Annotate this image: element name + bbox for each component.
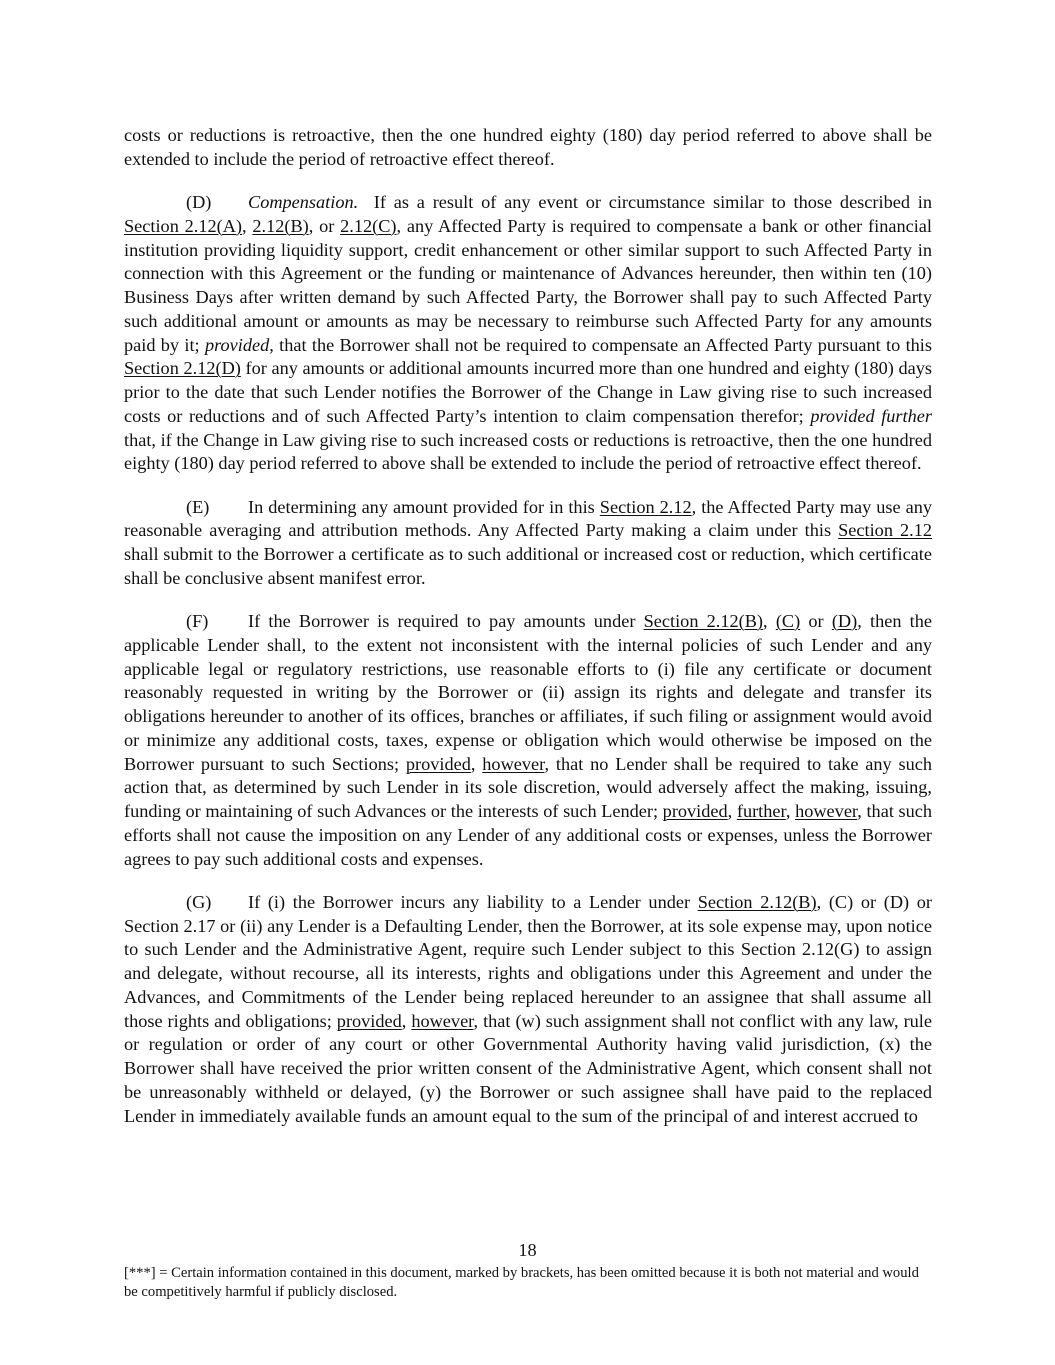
paragraph-label: (E) [186, 496, 210, 517]
section-reference: Section 2.12 [838, 520, 932, 541]
page-number: 18 [518, 1240, 537, 1260]
paragraph-continuation: costs or reductions is retroactive, then the one hundred eighty (180) day period referred to above shall be extended to include the period of retroactive effect thereof. [124, 125, 932, 169]
proviso-term: however [482, 753, 545, 774]
proviso-term: however [411, 1010, 474, 1031]
section-reference: (D) [831, 611, 858, 631]
paragraph-label: (D) [186, 192, 212, 212]
paragraph-heading: Compensation. [248, 192, 359, 212]
section-reference: 2.12(C) [340, 215, 397, 236]
paragraph-label: (G) [186, 891, 212, 912]
paragraph-label: (F) [186, 611, 209, 631]
proviso-term: provided further [810, 405, 932, 426]
paragraph-f: (F) If the Borrower is required to pay amounts under Section 2.12(B), (C) or (D), then the applicable Lender shall, to the extent not inconsistent with the internal policies of such Lender and any applicable legal or regulatory restrictions, use reasonable efforts to (i) file any certificate or document reasonably requested in writing by the Borrower or (ii) assign its rights and delegate and transfer its obligations hereunder to another of its offices, branches or affiliates, if such filing or assignment would avoid or minimize any additional costs, taxes, expense or obligation which would otherwise be imposed on the Borrower pursuant to such Sections; provided, however, that no Lender shall be required to take any such action that, as determined by such Lender in its sole discretion, would adversely affect the making, issuing, funding or maintaining of such Advances or the interests of such Lender; provided, further, however, that such efforts shall not cause the imposition on any Lender of any additional costs or expenses, unless the Borrower agrees to pay such additional costs and expenses. [124, 611, 933, 869]
paragraph-g: (G) If (i) the Borrower incurs any liability to a Lender under Section 2.12(B), (C) or (D) or Section 2.17 or (ii) any Lender is a Defaulting Lender, then the Borrower, at its sole expense may, upon notice to such Lender and the Administrative Agent, require such Lender subject to this Section 2.12(G) to assign and delegate, without recourse, all its interests, rights and obligations under this Agreement and under the Advances, and Commitments of the Lender being replaced hereunder to an assignee that shall assume all those rights and obligations; provided, however, that (w) such assignment shall not conflict with any law, rule or regulation or order of any court or other Governmental Authority having valid jurisdiction, (x) the Borrower shall have received the prior written consent of the Administrative Agent, which consent shall not be unreasonably withheld or delayed, (y) the Borrower or such assignee shall have paid to the replaced Lender in immediately available funds an amount equal to the sum of the principal of and interest accrued to [124, 891, 932, 1126]
proviso-term: provided [336, 1010, 402, 1031]
footnote: [***] = Certain information contained in this document, marked by brackets, has been omitted because it is both not material and would be competitively harmful if publicly disclosed. [124, 1265, 919, 1300]
section-reference: Section 2.12 [599, 496, 692, 517]
proviso-term: provided [662, 801, 728, 821]
document-body [124, 124, 932, 1148]
paragraph-d: (D) Compensation. If as a result of any event or circumstance similar to those described in Section 2.12(A), 2.12(B), or 2.12(C), any Affected Party is required to compensate a bank or other financial institution providing liquidity support, credit enhancement or other similar support to such Affected Party in connection with this Agreement or the funding or maintenance of Advances hereunder, then within ten (10) Business Days after written demand by such Affected Party, the Borrower shall pay to such Affected Party such additional amount or amounts as may be necessary to reimburse such Affected Party for any amounts paid by it; provided, that the Borrower shall not be required to compensate an Affected Party pursuant to this Section 2.12(D) for any amounts or additional amounts incurred more than one hundred and eighty (180) days prior to the date that such Lender notifies the Borrower of the Change in Law giving rise to such increased costs or reductions and of such Affected Party’s intention to claim compensation therefor; provided further that, if the Change in Law giving rise to such increased costs or reductions is retroactive, then the one hundred eighty (180) day period referred to above shall be extended to include the period of retroactive effect thereof. [124, 192, 933, 474]
section-reference: Section 2.12(B) [643, 611, 764, 631]
section-reference: (C) [775, 611, 801, 631]
section-reference: 2.12(B) [252, 215, 309, 236]
paragraph-e: (E) In determining any amount provided for in this Section 2.12, the Affected Party may use any reasonable averaging and attribution methods. Any Affected Party making a claim under this Section 2.12 shall submit to the Borrower a certificate as to such additional or increased cost or reduction, which certificate shall be conclusive absent manifest error. [124, 496, 932, 588]
proviso-term: however [795, 801, 858, 821]
section-reference: Section 2.12(A) [124, 215, 242, 236]
section-reference: Section 2.12(B) [697, 891, 817, 912]
section-reference: Section 2.12(D) [124, 358, 241, 379]
proviso-term: provided [204, 334, 270, 355]
proviso-term: provided [405, 753, 471, 774]
proviso-term: further [736, 801, 786, 821]
